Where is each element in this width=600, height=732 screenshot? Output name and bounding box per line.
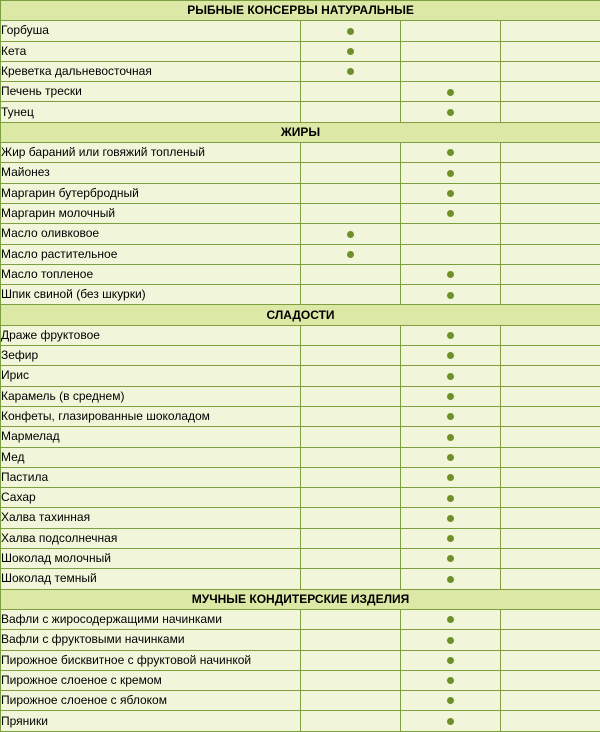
food-name-cell: Кета [1, 41, 301, 61]
indicator-cell-2 [401, 183, 501, 203]
dot-icon [447, 190, 454, 197]
dot-icon [447, 576, 454, 583]
indicator-cell-2 [401, 102, 501, 122]
indicator-cell-2 [401, 609, 501, 629]
indicator-cell-1 [301, 650, 401, 670]
indicator-cell-2 [401, 711, 501, 732]
section-title: СЛАДОСТИ [1, 305, 600, 325]
table-row [1, 224, 600, 244]
indicator-cell-1 [301, 82, 401, 102]
indicator-cell-1 [301, 21, 401, 41]
table-row [1, 82, 600, 102]
indicator-cell-3 [501, 264, 600, 284]
dot-icon [447, 271, 454, 278]
food-name-cell: Мармелад [1, 427, 301, 447]
indicator-cell-2 [401, 366, 501, 386]
table-body [1, 1, 600, 732]
table-row [1, 406, 600, 426]
indicator-cell-3 [501, 528, 600, 548]
indicator-cell-3 [501, 406, 600, 426]
table-row [1, 691, 600, 711]
indicator-cell-3 [501, 102, 600, 122]
indicator-cell-1 [301, 406, 401, 426]
indicator-cell-2 [401, 549, 501, 569]
section-title: ЖИРЫ [1, 122, 600, 142]
dot-icon [447, 677, 454, 684]
dot-icon [447, 555, 454, 562]
dot-icon [447, 637, 454, 644]
indicator-cell-2 [401, 163, 501, 183]
table-row [1, 264, 600, 284]
table-row [1, 711, 600, 732]
dot-icon [447, 454, 454, 461]
indicator-cell-1 [301, 264, 401, 284]
dot-icon [447, 616, 454, 623]
indicator-cell-3 [501, 691, 600, 711]
table-row [1, 386, 600, 406]
table-row [1, 467, 600, 487]
indicator-cell-3 [501, 386, 600, 406]
indicator-cell-1 [301, 325, 401, 345]
table-row [1, 163, 600, 183]
table-row [1, 102, 600, 122]
indicator-cell-3 [501, 163, 600, 183]
table-row [1, 244, 600, 264]
indicator-cell-3 [501, 325, 600, 345]
indicator-cell-1 [301, 528, 401, 548]
indicator-cell-2 [401, 224, 501, 244]
food-name-cell: Маргарин бутербродный [1, 183, 301, 203]
indicator-cell-2 [401, 650, 501, 670]
table-row [1, 528, 600, 548]
indicator-cell-2 [401, 386, 501, 406]
food-name-cell: Халва подсолнечная [1, 528, 301, 548]
dot-icon [347, 251, 354, 258]
dot-icon [447, 210, 454, 217]
food-name-cell: Пастила [1, 467, 301, 487]
indicator-cell-3 [501, 143, 600, 163]
indicator-cell-1 [301, 386, 401, 406]
food-name-cell: Жир бараний или говяжий топленый [1, 143, 301, 163]
indicator-cell-3 [501, 244, 600, 264]
food-name-cell: Пирожное слоеное с кремом [1, 670, 301, 690]
food-name-cell: Горбуша [1, 21, 301, 41]
dot-icon [447, 332, 454, 339]
indicator-cell-2 [401, 41, 501, 61]
food-name-cell: Масло топленое [1, 264, 301, 284]
dot-icon [447, 474, 454, 481]
table-row [1, 41, 600, 61]
food-name-cell: Шоколад темный [1, 569, 301, 589]
indicator-cell-3 [501, 41, 600, 61]
dot-icon [447, 170, 454, 177]
dot-icon [447, 495, 454, 502]
indicator-cell-3 [501, 447, 600, 467]
indicator-cell-1 [301, 183, 401, 203]
dot-icon [447, 657, 454, 664]
table-row [1, 325, 600, 345]
table-row [1, 366, 600, 386]
indicator-cell-2 [401, 569, 501, 589]
indicator-cell-3 [501, 630, 600, 650]
food-name-cell: Карамель (в среднем) [1, 386, 301, 406]
table-row [1, 569, 600, 589]
food-name-cell: Пирожное слоеное с яблоком [1, 691, 301, 711]
indicator-cell-2 [401, 143, 501, 163]
table-row [1, 61, 600, 81]
indicator-cell-1 [301, 427, 401, 447]
food-name-cell: Халва тахинная [1, 508, 301, 528]
dot-icon [447, 718, 454, 725]
food-name-cell: Тунец [1, 102, 301, 122]
indicator-cell-2 [401, 467, 501, 487]
indicator-cell-2 [401, 488, 501, 508]
indicator-cell-1 [301, 224, 401, 244]
indicator-cell-1 [301, 691, 401, 711]
indicator-cell-2 [401, 630, 501, 650]
indicator-cell-2 [401, 670, 501, 690]
dot-icon [447, 109, 454, 116]
indicator-cell-2 [401, 427, 501, 447]
section-header-row [1, 589, 600, 609]
indicator-cell-1 [301, 61, 401, 81]
dot-icon [447, 413, 454, 420]
dot-icon [447, 393, 454, 400]
dot-icon [347, 68, 354, 75]
table-row [1, 549, 600, 569]
dot-icon [447, 149, 454, 156]
dot-icon [347, 231, 354, 238]
table-row [1, 650, 600, 670]
food-name-cell: Драже фруктовое [1, 325, 301, 345]
indicator-cell-1 [301, 711, 401, 732]
section-title: РЫБНЫЕ КОНСЕРВЫ НАТУРАЛЬНЫЕ [1, 1, 600, 21]
indicator-cell-2 [401, 406, 501, 426]
indicator-cell-2 [401, 264, 501, 284]
table-row [1, 609, 600, 629]
indicator-cell-1 [301, 609, 401, 629]
indicator-cell-3 [501, 21, 600, 41]
indicator-cell-3 [501, 549, 600, 569]
section-title: МУЧНЫЕ КОНДИТЕРСКИЕ ИЗДЕЛИЯ [1, 589, 600, 609]
table-row [1, 670, 600, 690]
food-name-cell: Вафли с фруктовыми начинками [1, 630, 301, 650]
table-row [1, 488, 600, 508]
indicator-cell-3 [501, 61, 600, 81]
indicator-cell-2 [401, 244, 501, 264]
food-name-cell: Пирожное бисквитное с фруктовой начинкой [1, 650, 301, 670]
indicator-cell-1 [301, 447, 401, 467]
dot-icon [447, 373, 454, 380]
table-row [1, 143, 600, 163]
dot-icon [447, 292, 454, 299]
indicator-cell-3 [501, 183, 600, 203]
food-name-cell: Масло растительное [1, 244, 301, 264]
indicator-cell-3 [501, 82, 600, 102]
food-name-cell: Шпик свиной (без шкурки) [1, 285, 301, 305]
indicator-cell-2 [401, 447, 501, 467]
indicator-cell-1 [301, 508, 401, 528]
indicator-cell-2 [401, 285, 501, 305]
dot-icon [347, 48, 354, 55]
food-name-cell: Мед [1, 447, 301, 467]
indicator-cell-2 [401, 325, 501, 345]
dot-icon [447, 434, 454, 441]
indicator-cell-3 [501, 203, 600, 223]
indicator-cell-1 [301, 630, 401, 650]
indicator-cell-3 [501, 427, 600, 447]
indicator-cell-3 [501, 366, 600, 386]
indicator-cell-3 [501, 670, 600, 690]
indicator-cell-1 [301, 346, 401, 366]
indicator-cell-2 [401, 528, 501, 548]
indicator-cell-1 [301, 285, 401, 305]
section-header-row [1, 1, 600, 21]
table-row [1, 346, 600, 366]
indicator-cell-3 [501, 609, 600, 629]
indicator-cell-2 [401, 203, 501, 223]
table-row [1, 630, 600, 650]
indicator-cell-1 [301, 244, 401, 264]
dot-icon [347, 28, 354, 35]
food-name-cell: Вафли с жиросодержащими начинками [1, 609, 301, 629]
indicator-cell-1 [301, 163, 401, 183]
table-row [1, 427, 600, 447]
indicator-cell-1 [301, 366, 401, 386]
section-header-row [1, 122, 600, 142]
indicator-cell-1 [301, 488, 401, 508]
indicator-cell-2 [401, 82, 501, 102]
section-header-row [1, 305, 600, 325]
indicator-cell-1 [301, 467, 401, 487]
indicator-cell-3 [501, 488, 600, 508]
indicator-cell-2 [401, 691, 501, 711]
food-name-cell: Майонез [1, 163, 301, 183]
indicator-cell-1 [301, 549, 401, 569]
table-row [1, 508, 600, 528]
indicator-cell-3 [501, 650, 600, 670]
indicator-cell-3 [501, 285, 600, 305]
indicator-cell-3 [501, 508, 600, 528]
food-name-cell: Масло оливковое [1, 224, 301, 244]
table-row [1, 21, 600, 41]
dot-icon [447, 352, 454, 359]
indicator-cell-1 [301, 41, 401, 61]
indicator-cell-3 [501, 569, 600, 589]
indicator-cell-2 [401, 346, 501, 366]
food-name-cell: Сахар [1, 488, 301, 508]
table-row [1, 285, 600, 305]
indicator-cell-3 [501, 711, 600, 732]
indicator-cell-1 [301, 670, 401, 690]
food-name-cell: Ирис [1, 366, 301, 386]
table-row [1, 447, 600, 467]
indicator-cell-2 [401, 21, 501, 41]
indicator-cell-1 [301, 569, 401, 589]
food-name-cell: Креветка дальневосточная [1, 61, 301, 81]
indicator-cell-3 [501, 346, 600, 366]
table-row [1, 183, 600, 203]
indicator-cell-1 [301, 143, 401, 163]
food-name-cell: Конфеты, глазированные шоколадом [1, 406, 301, 426]
dot-icon [447, 515, 454, 522]
indicator-cell-3 [501, 467, 600, 487]
indicator-cell-3 [501, 224, 600, 244]
indicator-cell-1 [301, 203, 401, 223]
dot-icon [447, 535, 454, 542]
food-name-cell: Печень трески [1, 82, 301, 102]
food-name-cell: Зефир [1, 346, 301, 366]
indicator-cell-1 [301, 102, 401, 122]
dot-icon [447, 697, 454, 704]
food-name-cell: Пряники [1, 711, 301, 732]
table-row [1, 203, 600, 223]
food-name-cell: Маргарин молочный [1, 203, 301, 223]
food-name-cell: Шоколад молочный [1, 549, 301, 569]
indicator-cell-2 [401, 61, 501, 81]
indicator-cell-2 [401, 508, 501, 528]
dot-icon [447, 89, 454, 96]
